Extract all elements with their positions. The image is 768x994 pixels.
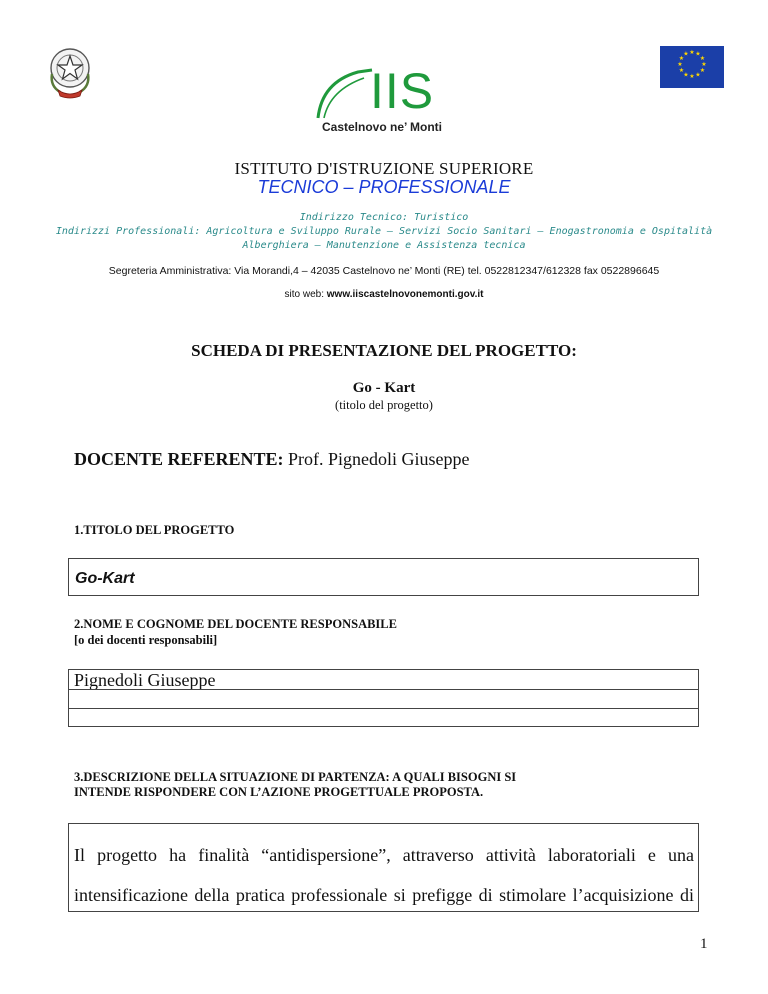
docente-referente [74, 449, 470, 470]
table-row-divider [69, 689, 698, 690]
svg-text:★: ★ [689, 49, 695, 56]
svg-text:★: ★ [678, 54, 685, 62]
iis-logo [314, 63, 454, 136]
svg-text:★: ★ [699, 54, 706, 62]
logo-text: IIS [370, 63, 435, 119]
section-3-text-line-1: Il progetto ha finalità “antidispersione”, attraverso attività laboratoriali e una [74, 845, 694, 865]
section-2-note: [o dei docenti responsabili] [74, 633, 218, 647]
address-line-1: Indirizzo Tecnico: Turistico [299, 212, 469, 223]
table-row-divider [69, 708, 698, 709]
svg-text:★: ★ [695, 71, 701, 79]
section-3-text-line-2: intensificazione della pratica professionale si prefigge di stimolare l’acquisizione di [74, 885, 694, 905]
logo-subtitle: Castelnovo ne’ Monti [321, 120, 442, 134]
form-heading: SCHEDA DI PRESENTAZIONE DEL PROGETTO: [191, 341, 577, 360]
institute-subtitle: TECNICO – PROFESSIONALE [257, 177, 511, 197]
docente-label: DOCENTE REFERENTE: [74, 449, 284, 469]
svg-text:★: ★ [699, 67, 706, 74]
section-3-field[interactable] [68, 823, 699, 912]
section-3-heading-line-1: 3.DESCRIZIONE DELLA SITUAZIONE DI PARTENZA: A QUALI BISOGNI SI [74, 770, 517, 784]
section-3-heading [74, 770, 516, 800]
page-number: 1 [700, 936, 708, 952]
address-line-3: Alberghiera – Manutenzione e Assistenza tecnica [242, 240, 526, 251]
svg-text:★: ★ [689, 73, 695, 80]
segreteria-info: Segreteria Amministrativa: Via Morandi,4 – 42035 Castelnovo ne’ Monti (RE) tel. 0522812347/612328 fax 0522896645 [108, 265, 660, 277]
eu-flag-icon [660, 46, 724, 88]
section-3-heading-line-2: INTENDE RISPONDERE CON L’AZIONE PROGETTUALE PROPOSTA. [74, 785, 484, 799]
project-title: Go - Kart [352, 380, 416, 396]
svg-text:★: ★ [677, 61, 683, 68]
logo-swoosh-icon [314, 68, 374, 124]
docente-value: Prof. Pignedoli Giuseppe [283, 449, 470, 469]
section-1-value: Go-Kart [75, 570, 135, 587]
section-1-field[interactable] [68, 558, 699, 596]
italian-emblem-icon [46, 44, 94, 100]
eu-stars-icon [660, 46, 724, 88]
section-2-heading: 2.NOME E COGNOME DEL DOCENTE RESPONSABILE [74, 617, 397, 631]
institute-title: ISTITUTO D'ISTRUZIONE SUPERIORE [234, 159, 534, 178]
svg-text:★: ★ [701, 61, 707, 68]
project-title-caption: (titolo del progetto) [335, 398, 433, 412]
section-2-field[interactable] [68, 669, 699, 727]
svg-text:★: ★ [683, 71, 689, 79]
svg-text:★: ★ [695, 50, 701, 58]
address-line-2: Indirizzi Professionali: Agricoltura e Sviluppo Rurale – Servizi Socio Sanitari – Enogastronomia e Ospitalità [55, 226, 713, 237]
section-2-value: Pignedoli Giuseppe [74, 670, 216, 690]
website-line [0, 289, 768, 300]
website-url[interactable]: www.iiscastelnovonemonti.gov.it [326, 289, 484, 300]
section-1-heading: 1.TITOLO DEL PROGETTO [74, 523, 235, 537]
svg-text:★: ★ [683, 50, 689, 58]
website-label: sito web: [284, 289, 327, 300]
svg-text:★: ★ [678, 67, 685, 74]
